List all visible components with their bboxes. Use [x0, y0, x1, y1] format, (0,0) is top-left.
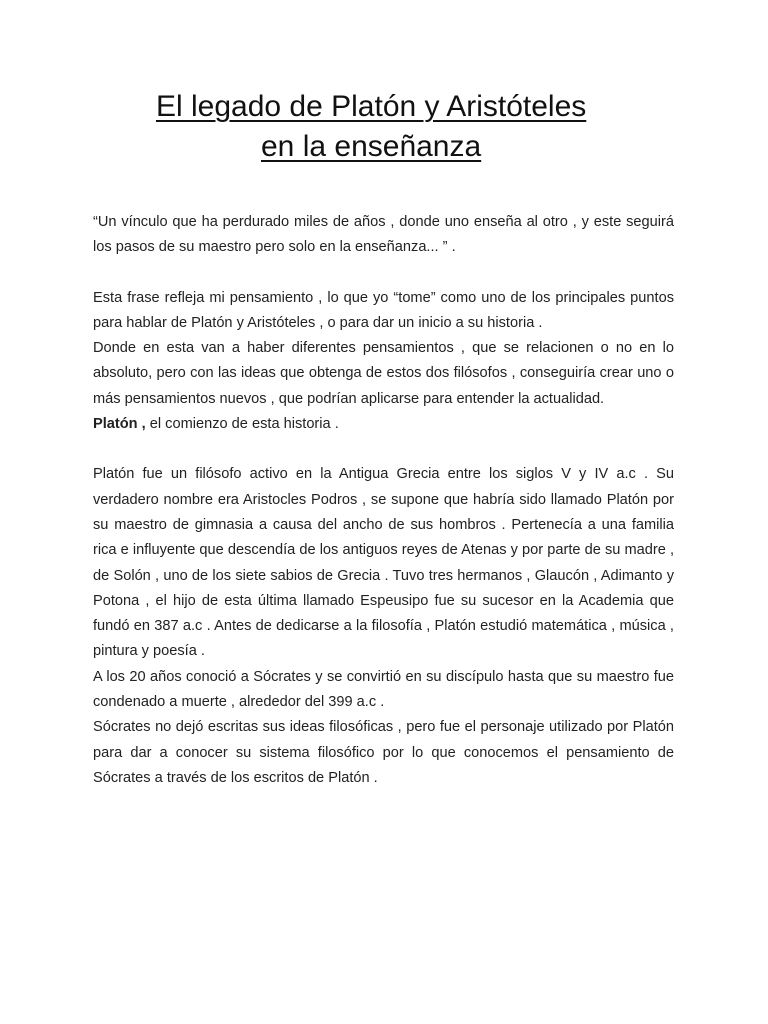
plato-paragraph-1: Platón fue un filósofo activo en la Antigua Grecia entre los siglos V y IV a.c . Su verdadero nombre era Aristocles Podros , se supone que habría sido llamado Platón por su maestro de gimnasia a causa del ancho de sus hombros . Pertenecía a una familia rica e influyente que descendía de los antiguos reyes de Atenas y por parte de su madre , de Solón , uno de los siete sabios de Grecia . Tuvo tres hermanos , Glaucón , Adimanto y Potona , el hijo de esta última llamado Espeusipo fue su sucesor en la Academia que fundó en 387 a.c . Antes de dedicarse a la filosofía , Platón estudió matemática , música , pintura y poesía .	[93, 466, 674, 660]
plato-paragraph-3: Sócrates no dejó escritas sus ideas filosóficas , pero fue el personaje utilizado por Platón para dar a conocer su sistema filosófico por lo que conocemos el pensamiento de Sócrates a través de los escritos de Platón .	[93, 719, 674, 786]
opening-quote: “Un vínculo que ha perdurado miles de años , donde uno enseña al otro , y este seguirá los pasos de su maestro pero solo en la enseñanza... ” .	[93, 214, 674, 256]
title-line-2: en la enseñanza	[261, 130, 482, 163]
title-line-1: El legado de Platón y Aristóteles	[156, 90, 587, 123]
section-heading	[93, 412, 674, 437]
document-title	[93, 0, 674, 167]
section-heading-rest: el comienzo de esta historia .	[145, 416, 339, 433]
plato-paragraph-2: A los 20 años conoció a Sócrates y se convirtió en su discípulo hasta que su maestro fue condenado a muerte , alrededor del 399 a.c .	[93, 668, 674, 711]
intro-paragraph-2: Donde en esta van a haber diferentes pensamientos , que se relacionen o no en lo absoluto, pero con las ideas que obtenga de estos dos filósofos , conseguiría crear uno o más pensamientos nuevos , que podrían aplicarse para entender la actualidad.	[93, 340, 674, 407]
intro-paragraph-1: Esta frase refleja mi pensamiento , lo que yo “tome” como uno de los principales puntos para hablar de Platón y Aristóteles , o para dar un inicio a su historia .	[93, 289, 674, 331]
section-heading-bold: Platón ,	[93, 416, 146, 433]
